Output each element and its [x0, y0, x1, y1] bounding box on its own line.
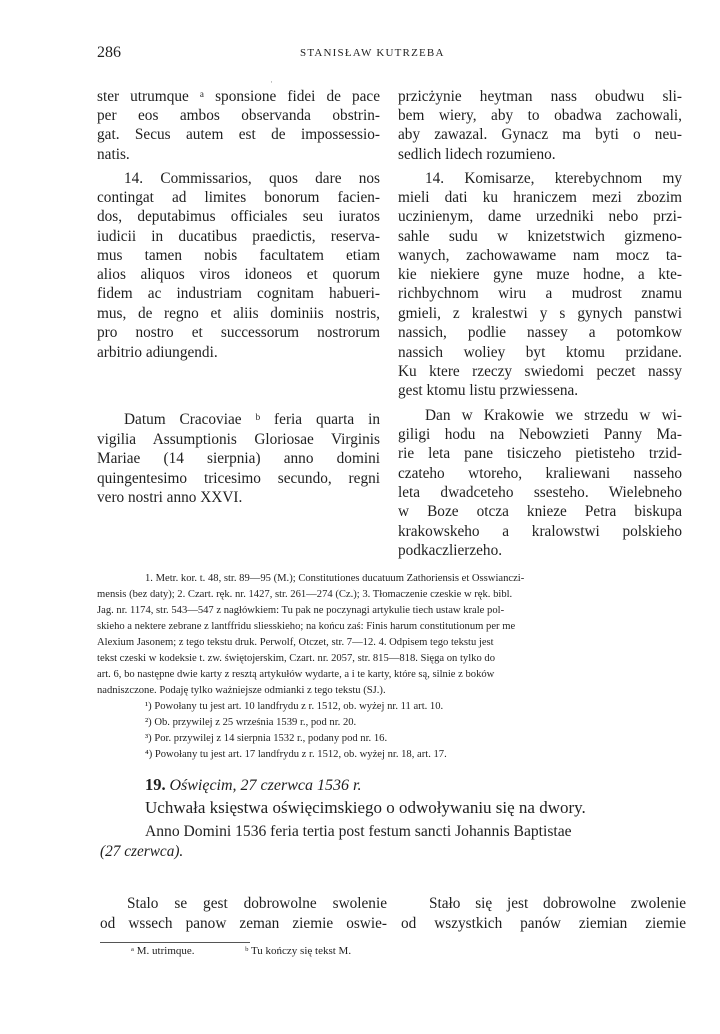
text-line: richbychnom wiru a mudrost znamu: [398, 285, 682, 302]
text-line: giligi hodu na Nebowzieti Panny Ma-: [398, 426, 682, 443]
text-line: rie leta pane tisiczeho pietisteho trzid-: [398, 445, 682, 462]
text-line: fidem ac industriam cognitam habueri-: [97, 285, 380, 302]
text-line: sahle sudu w knizetstwich gizmeno-: [398, 228, 682, 245]
section-right-line: Stało się jest dobrowolne zwolenie: [429, 895, 686, 912]
text-line: pro nostro et successorum nostrorum: [97, 324, 380, 341]
text-line: per eos ambos observanda obstrin-: [97, 107, 380, 124]
footnote-line: ¹) Powołany tu jest art. 10 landfrydu z r. 1512, ob. wyżej nr. 11 art. 10.: [145, 701, 444, 712]
section-heading: [145, 775, 361, 795]
footnote-line: ⁴) Powołany tu jest art. 17 landfrydu z r. 1512, ob. wyżej nr. 18, art. 17.: [145, 749, 447, 760]
section-intro: Anno Domini 1536 feria tertia post festum sancti Johannis Baptistae: [145, 823, 572, 840]
text-line: leta dwadceteho ssesteho. Wielebneho: [398, 484, 682, 501]
text-line: alios aliquos viros idoneos et quorum: [97, 266, 380, 283]
footnote-line: mensis (bez daty); 2. Czart. ręk. nr. 1427, str. 261—274 (Cz.); 3. Tłomaczenie czeskie w ręk. bibl.: [97, 589, 513, 600]
text-line: aby zawazal. Gynacz ma byti o neu-: [398, 126, 682, 143]
section-right-line: od wszystkich panów ziemian ziemie: [401, 915, 686, 932]
text-line: Dan w Krakowie we strzedu w wi-: [425, 407, 682, 424]
text-line: podkaczlierzeho.: [398, 542, 503, 559]
text-line: ster utrumque ᵃ sponsione fidei de pace: [97, 88, 380, 105]
text-line: 14. Commissarios, quos dare nos: [124, 170, 380, 187]
text-line: gat. Secus autem est de impossessio-: [97, 126, 380, 143]
text-line: gest ktomu listu przwiessena.: [398, 382, 579, 399]
footnote-divider: [100, 942, 250, 943]
text-line: wanych, zachowawame nam mocz ta-: [398, 247, 682, 264]
text-line: nassich woliey byt ktomu przidane.: [398, 344, 682, 361]
text-line: uczinienym, dame urzedniki nebo przi-: [398, 208, 682, 225]
datum-line: Mariae (14 sierpnia) anno domini: [97, 450, 380, 467]
text-line: dos, deputabimus officiales seu iuratos: [97, 208, 380, 225]
text-line: gmieli, z kralestwi y s gynych panstwi: [398, 305, 682, 322]
footnote-b: ᵇ Tu kończy się tekst M.: [245, 945, 352, 957]
text-line: mus, de regno et aliis dominiis nostris,: [97, 305, 380, 322]
page-number: 286: [97, 44, 121, 61]
text-line: nassich, podlie nassey a potomkow: [398, 324, 682, 341]
scan-mark: ·: [270, 77, 273, 87]
footnote-line: Alexium Jasonem; z tego tekstu druk. Perwolf, Otczet, str. 7—12. 4. Odpisem tego tekstu jest: [97, 637, 494, 648]
text-line: 14. Komisarze, kterebychnom my: [425, 170, 682, 187]
footnote-line: nadniszczone. Podaję tylko ważniejsze odmianki z tego tekstu (SJ.).: [97, 685, 386, 696]
footnote-line: skieho a nektere zebrane z lantffridu sliesskieho; na końcu zaś: Finis harum constitutionum per me: [97, 621, 516, 632]
text-line: sedlich lidech rozumieno.: [398, 146, 556, 163]
section-left-line: od wssech panow zeman ziemie oswie-: [100, 915, 387, 932]
section-title: Uchwała księstwa oświęcimskiego o odwoływaniu się na dwory.: [145, 798, 586, 817]
datum-line: vero nostri anno XXVI.: [97, 489, 243, 506]
footnote-line: Jag. nr. 1174, str. 543—547 z nagłówkiem: Tu pak ne poczynagi artykulie tiech ustaw krale pol-: [97, 605, 505, 616]
section-intro-date: (27 czerwca).: [100, 843, 184, 860]
text-line: bem wiery, aby to obadwa zachowali,: [398, 107, 682, 124]
section-place-date: Oświęcim, 27 czerwca 1536 r.: [169, 777, 362, 794]
text-line: przicżynie heytman nass obudwu sli-: [398, 88, 682, 105]
text-line: czateho wtoreho, kraliewani nasseho: [398, 465, 682, 482]
text-line: krakowskeho a kralowstwi polskieho: [398, 523, 682, 540]
footnote-line: art. 6, bo następne dwie karty z resztą artykułów wydarte, a i te karty, które są, silnie z boków: [97, 669, 495, 680]
footnote-a: ᵃ M. utrimque.: [131, 945, 195, 957]
footnote-line: ²) Ob. przywilej z 25 września 1539 r., pod nr. 20.: [145, 717, 357, 728]
text-line: contingat ad limites bonorum facien-: [97, 189, 380, 206]
footnote-line: ³) Por. przywilej z 14 sierpnia 1532 r., podany pod nr. 16.: [145, 733, 388, 744]
text-line: kie niekiere gyne muze hodne, a kte-: [398, 266, 682, 283]
datum-line: Datum Cracoviae ᵇ feria quarta in: [124, 411, 380, 428]
section-number: 19.: [145, 775, 166, 794]
text-line: mus tamen nobis facultatem etiam: [97, 247, 380, 264]
text-line: iudicii in ducatibus praedictis, reserva-: [97, 228, 380, 245]
text-line: mieli dati ku hraniczem mezi zbozim: [398, 189, 682, 206]
text-line: natis.: [97, 146, 130, 163]
datum-line: vigilia Assumptionis Gloriosae Virginis: [97, 431, 380, 448]
text-line: w Boze otcza knieze Petra biskupa: [398, 503, 682, 520]
text-line: Ku ktere rzeczy swiedomi peczet nassy: [398, 363, 682, 380]
section-left-line: Stalo se gest dobrowolne swolenie: [127, 895, 387, 912]
text-line: arbitrio adiungendi.: [97, 344, 218, 361]
datum-line: quingentesimo tricesimo secundo, regni: [97, 470, 380, 487]
footnote-line: 1. Metr. kor. t. 48, str. 89—95 (M.); Constitutiones ducatuum Zathoriensis et Osswianczi-: [145, 573, 525, 584]
footnote-line: tekst czeski w kodeksie t. zw. świętojerskim, Czart. nr. 2057, str. 815—818. Sięga on tylko do: [97, 653, 495, 664]
running-head-author: STANISŁAW KUTRZEBA: [300, 47, 445, 59]
